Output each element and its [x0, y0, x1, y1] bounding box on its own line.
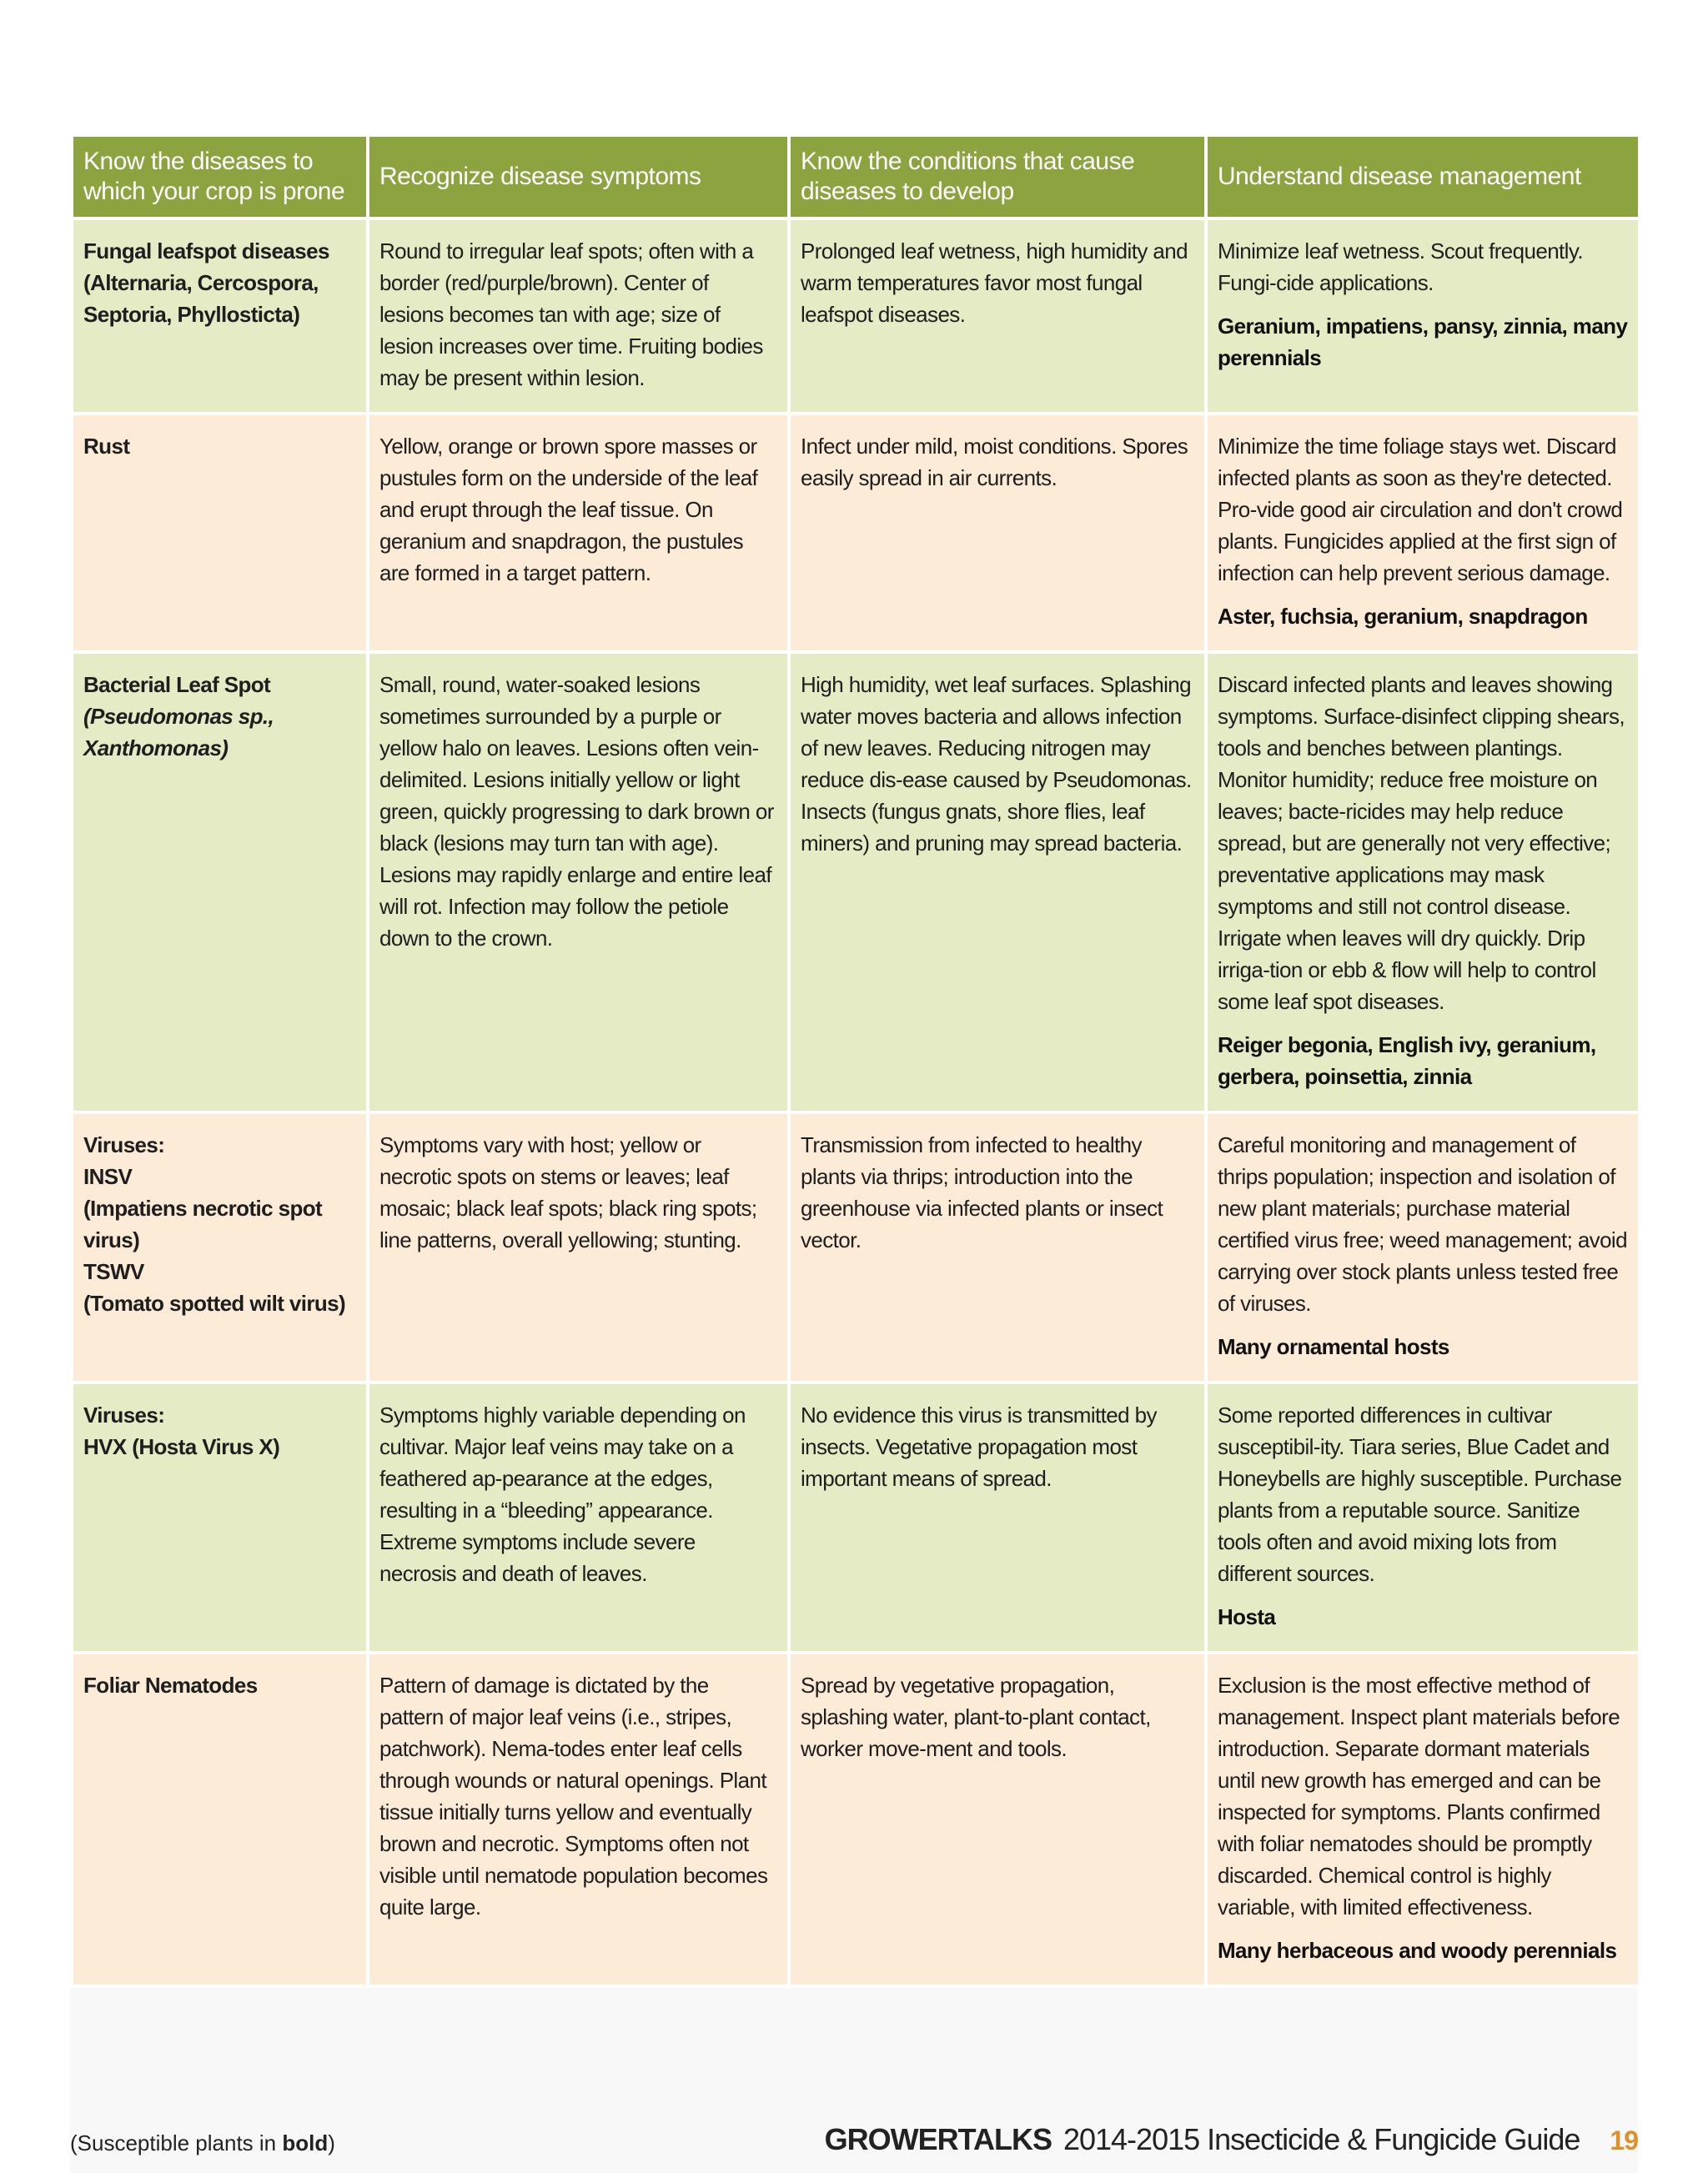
- table-header-row: [72, 135, 1640, 218]
- header-understand-management: Understand disease management: [1206, 135, 1640, 218]
- disease-name-line: Fungal leafspot diseases: [83, 238, 329, 263]
- management-cell: [1206, 414, 1640, 652]
- conditions-cell: Spread by vegetative propagation, splashing water, plant-to-plant contact, worker move-ment and tools.: [789, 1653, 1206, 1986]
- management-cell: [1206, 652, 1640, 1112]
- disease-name-line: TSWV: [83, 1259, 144, 1284]
- symptoms-cell: Symptoms highly variable depending on cultivar. Major leaf veins may take on a feathered ap-pearance at the edges, resulting in a “bleeding” appearance. Extreme symptoms include severe necrosis and death of leaves.: [368, 1383, 789, 1653]
- header-know-conditions: Know the conditions that cause diseases to develop: [789, 135, 1206, 218]
- susceptible-hosts: Hosta: [1218, 1604, 1276, 1629]
- conditions-cell: Infect under mild, moist conditions. Spores easily spread in air currents.: [789, 414, 1206, 652]
- disease-name-cell: [72, 652, 368, 1112]
- management-text: Some reported differences in cultivar susceptibil-ity. Tiara series, Blue Cadet and Honeybells are highly susceptible. Purchase plants from a reputable source. Sanitize tools often and avoid mixing lots from different sources.: [1218, 1403, 1622, 1586]
- disease-name-italic-line: Xanthomonas): [83, 735, 229, 760]
- susceptible-hosts: Reiger begonia, English ivy, geranium, gerbera, poinsettia, zinnia: [1218, 1032, 1596, 1089]
- susceptible-hosts: Geranium, impatiens, pansy, zinnia, many perennials: [1218, 314, 1628, 370]
- table-row: [72, 218, 1640, 414]
- disease-name-italic-line: (Pseudomonas sp.,: [83, 704, 274, 729]
- symptoms-cell: Round to irregular leaf spots; often with a border (red/purple/brown). Center of lesions becomes tan with age; size of lesion increases over time. Fruiting bodies may be present within lesion.: [368, 218, 789, 414]
- guide-title: 2014-2015 Insecticide & Fungicide Guide: [1062, 2122, 1580, 2156]
- disease-table: [70, 133, 1641, 1988]
- table-row: [72, 1383, 1640, 1653]
- disease-name-line: (Alternaria, Cercospora,: [83, 270, 319, 295]
- management-cell: [1206, 1112, 1640, 1383]
- conditions-cell: No evidence this virus is transmitted by insects. Vegetative propagation most important means of spread.: [789, 1383, 1206, 1653]
- susceptible-hosts: Aster, fuchsia, geranium, snapdragon: [1218, 604, 1588, 629]
- disease-name-line: (Tomato spotted wilt virus): [83, 1291, 346, 1316]
- disease-name-line: Bacterial Leaf Spot: [83, 672, 271, 697]
- disease-name-cell: [72, 218, 368, 414]
- note-bold: bold: [282, 2130, 329, 2155]
- header-know-diseases: Know the diseases to which your crop is prone: [72, 135, 368, 218]
- page-footer: [825, 2122, 1638, 2157]
- susceptible-hosts: Many herbaceous and woody perennials: [1218, 1938, 1617, 1963]
- table-row: [72, 1112, 1640, 1383]
- publication-brand: GROWERTALKS: [824, 2122, 1052, 2156]
- table-row: [72, 1653, 1640, 1986]
- disease-name-line: Viruses:: [83, 1403, 165, 1428]
- symptoms-cell: Pattern of damage is dictated by the pattern of major leaf veins (i.e., stripes, patchwork). Nema-todes enter leaf cells through wounds or natural openings. Plant tissue initially turns yellow and eventually brown and necrotic. Symptoms often not visible until nematode population becomes quite large.: [368, 1653, 789, 1986]
- disease-name-cell: [72, 1383, 368, 1653]
- note-prefix: (Susceptible plants in: [70, 2130, 283, 2155]
- symptoms-cell: Yellow, orange or brown spore masses or pustules form on the underside of the leaf and erupt through the leaf tissue. On geranium and snapdragon, the pustules are formed in a target pattern.: [368, 414, 789, 652]
- disease-name-line: Foliar Nematodes: [83, 1673, 258, 1698]
- disease-name-cell: [72, 1112, 368, 1383]
- disease-name-cell: [72, 1653, 368, 1986]
- susceptible-hosts: Many ornamental hosts: [1218, 1334, 1449, 1359]
- symptoms-cell: Small, round, water-soaked lesions sometimes surrounded by a purple or yellow halo on leaves. Lesions often vein-delimited. Lesions initially yellow or light green, quickly progressing to dark brown or black (lesions may turn tan with age). Lesions may rapidly enlarge and entire leaf will rot. Infection may follow the petiole down to the crown.: [368, 652, 789, 1112]
- management-cell: [1206, 1653, 1640, 1986]
- header-recognize-symptoms: Recognize disease symptoms: [368, 135, 789, 218]
- symptoms-cell: Symptoms vary with host; yellow or necrotic spots on stems or leaves; leaf mosaic; black leaf spots; black ring spots; line patterns, overall yellowing; stunting.: [368, 1112, 789, 1383]
- susceptible-note: [70, 2130, 335, 2156]
- management-text: Minimize leaf wetness. Scout frequently. Fungi-cide applications.: [1218, 238, 1583, 295]
- management-text: Discard infected plants and leaves showing symptoms. Surface-disinfect clipping shears, tools and benches between plantings. Monitor humidity; reduce free moisture on leaves; bacte-ricides may help reduce spread, but are generally not very effective; preventative applications may mask symptoms and still not control disease. Irrigate when leaves will dry quickly. Drip irriga-tion or ebb & flow will help to control some leaf spot diseases.: [1218, 672, 1625, 1014]
- management-cell: [1206, 1383, 1640, 1653]
- disease-name-line: INSV: [83, 1164, 133, 1189]
- management-text: Minimize the time foliage stays wet. Discard infected plants as soon as they're detected. Pro-vide good air circulation and don't crowd plants. Fungicides applied at the first sign of infection can help prevent serious damage.: [1218, 434, 1623, 585]
- disease-name-line: (Impatiens necrotic spot virus): [83, 1196, 323, 1252]
- management-text: Exclusion is the most effective method of management. Inspect plant materials before introduction. Separate dormant materials until new growth has emerged and can be inspected for symptoms. Plants confirmed with foliar nematodes should be promptly discarded. Chemical control is highly variable, with limited effectiveness.: [1218, 1673, 1620, 1920]
- disease-name-line: HVX (Hosta Virus X): [83, 1434, 280, 1459]
- management-cell: [1206, 218, 1640, 414]
- note-suffix: ): [328, 2130, 335, 2155]
- page-number: 19: [1610, 2125, 1638, 2155]
- table-row: [72, 652, 1640, 1112]
- table-row: [72, 414, 1640, 652]
- management-text: Careful monitoring and management of thrips population; inspection and isolation of new plant materials; purchase material certified virus free; weed management; avoid carrying over stock plants unless tested free of viruses.: [1218, 1132, 1627, 1316]
- disease-name-line: Septoria, Phyllosticta): [83, 302, 300, 327]
- conditions-cell: Prolonged leaf wetness, high humidity and warm temperatures favor most fungal leafspot diseases.: [789, 218, 1206, 414]
- disease-name-cell: [72, 414, 368, 652]
- disease-name-line: Viruses:: [83, 1132, 165, 1157]
- conditions-cell: High humidity, wet leaf surfaces. Splashing water moves bacteria and allows infection of new leaves. Reducing nitrogen may reduce dis-ease caused by Pseudomonas. Insects (fungus gnats, shore flies, leaf miners) and pruning may spread bacteria.: [789, 652, 1206, 1112]
- disease-name-line: Rust: [83, 434, 130, 459]
- conditions-cell: Transmission from infected to healthy plants via thrips; introduction into the greenhouse via infected plants or insect vector.: [789, 1112, 1206, 1383]
